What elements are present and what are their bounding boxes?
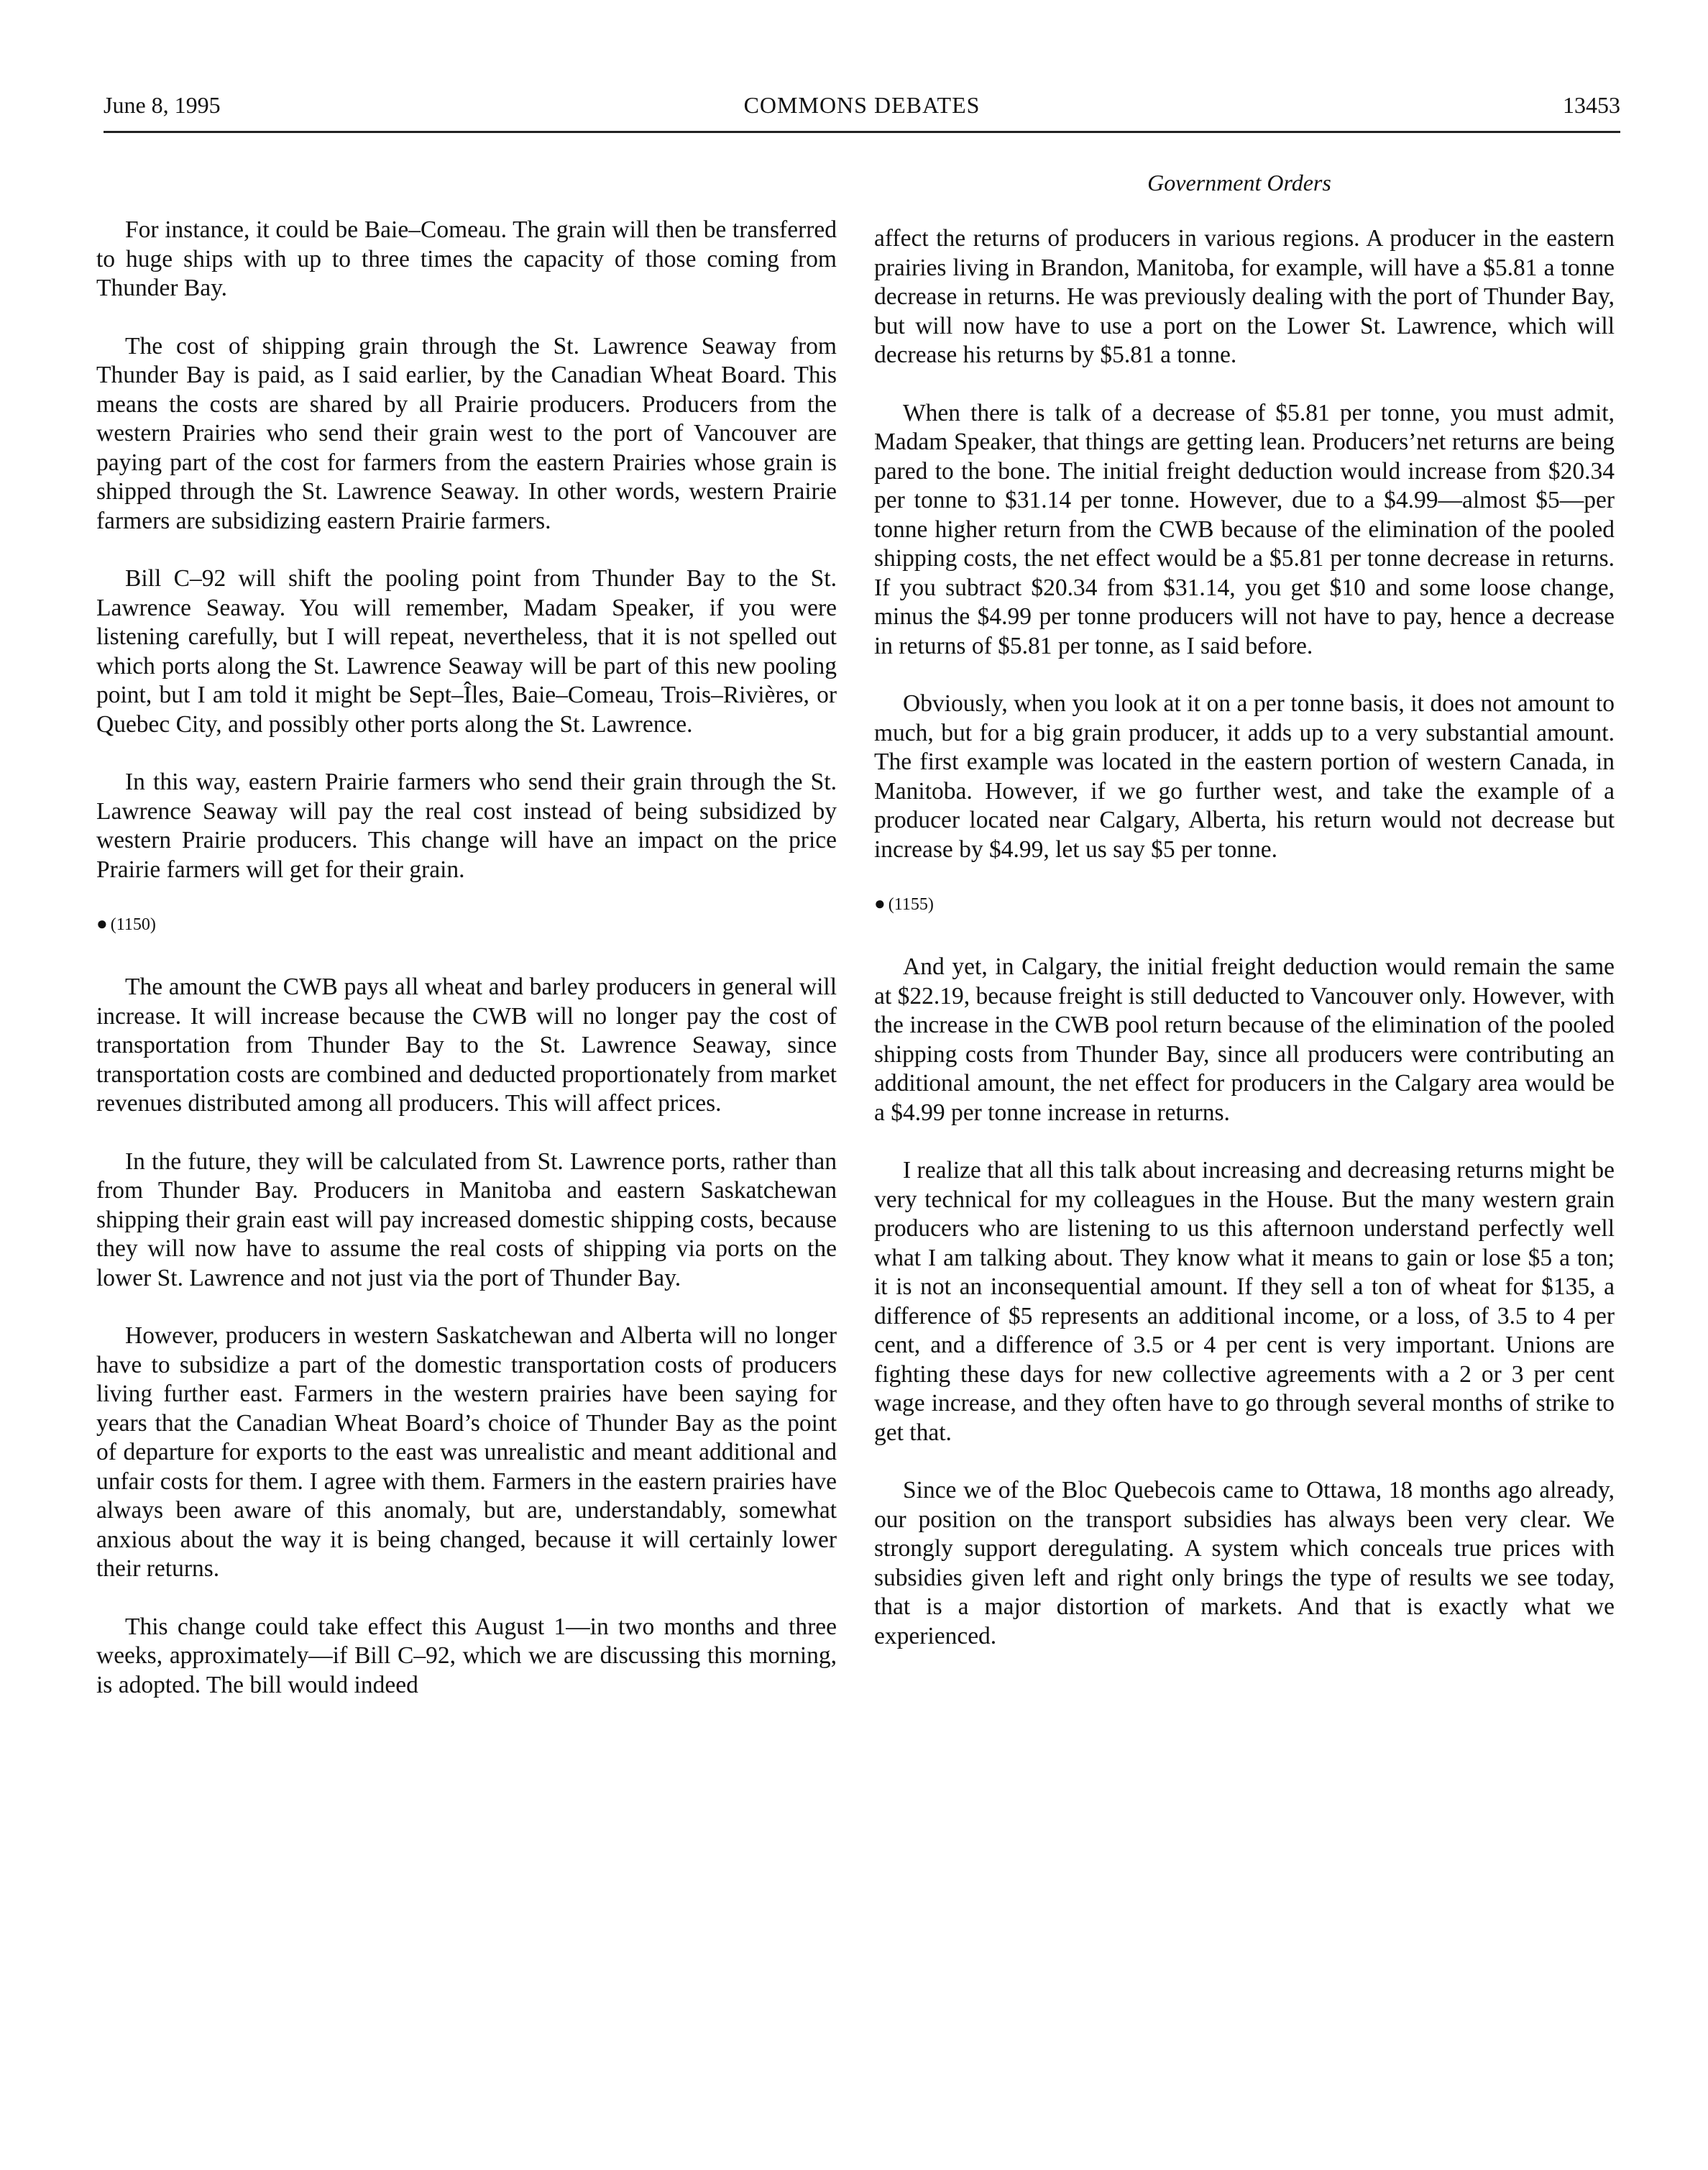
paragraph: In this way, eastern Prairie farmers who send their grain through the St. Lawrence Seaway will pay the real cost instead of being subsidized by western Prairie producers. This change will have an impact on the price Prairie farmers will get for their grain. xyxy=(96,769,837,883)
paragraph: Bill C–92 will shift the pooling point from Thunder Bay to the St. Lawrence Seaway. You will remember, Madam Speaker, if you were listening carefully, but I will repeat, nevertheless, that it is not spelled out which ports along the St. Lawrence Seaway will be part of this new pooling point, but I am told it might be Sept–Îles, Baie–Comeau, Trois–Rivières, or Quebec City, and possibly other ports along the St. Lawrence. xyxy=(96,565,837,738)
header-page-number: 13453 xyxy=(1563,92,1620,118)
header-title: COMMONS DEBATES xyxy=(743,92,981,118)
time-marker xyxy=(96,913,837,935)
paragraph: This change could take effect this August 1—in two months and three weeks, approximately—if Bill C–92, which we are discussing this morning, is adopted. The bill would indeed xyxy=(96,1613,837,1698)
section-label: Government Orders xyxy=(1147,170,1331,196)
paragraph: Since we of the Bloc Quebecois came to Ottawa, 18 months ago already, our position on the transport subsidies has always been very clear. We strongly support deregulating. A system which conceals true prices with subsidies given left and right only brings the type of results we see today, that is a major distortion of markets. And that is exactly what we experienced. xyxy=(874,1477,1615,1649)
paragraph: I realize that all this talk about increasing and decreasing returns might be very technical for my colleagues in the House. But the many western grain producers who are listening to us this afternoon understand perfectly well what I am talking about. They know what it means to gain or lose $5 a ton; it is not an inconsequential amount. If they sell a ton of wheat for $135, a difference of $5 represents an additional income, or a loss, of 3.5 to 4 per cent, and a difference of 3.5 or 4 per cent is very important. Unions are fighting these days for new collective agreements with a 2 or 3 per cent wage increase, and they often have to go through several months of strike to get that. xyxy=(874,1157,1615,1446)
bullet-icon: ● xyxy=(96,913,108,934)
left-column xyxy=(96,216,837,1700)
header-rule xyxy=(104,131,1620,133)
bullet-icon: ● xyxy=(874,893,886,914)
paragraph: And yet, in Calgary, the initial freight deduction would remain the same at $22.19, because freight is still deducted to Vancouver only. However, with the increase in the CWB pool return because of the elimination of the pooled shipping costs from Thunder Bay, since all producers were contributing an additional amount, the net effect for producers in the Calgary area would be a $4.99 per tonne increase in returns. xyxy=(874,953,1615,1126)
time-marker xyxy=(874,893,1615,915)
paragraph: However, producers in western Saskatchewan and Alberta will no longer have to subsidize a part of the domestic transportation costs of producers living further east. Farmers in the western prairies have been saying for years that the Canadian Wheat Board’s choice of Thunder Bay as the point of departure for exports to the east was unrealistic and meant additional and unfair costs for them. I agree with them. Farmers in the eastern prairies have always been aware of this anomaly, but are, understandably, somewhat anxious about the way it is being changed, because it will certainly lower their returns. xyxy=(96,1322,837,1582)
header-date: June 8, 1995 xyxy=(104,92,221,118)
paragraph: When there is talk of a decrease of $5.81 per tonne, you must admit, Madam Speaker, that things are getting lean. Producers’net returns are being pared to the bone. The initial freight deduction would increase from $20.34 per tonne to $31.14 per tonne. However, due to a $4.99—almost $5—per tonne higher return from the CWB because of the elimination of the pooled shipping costs, the net effect would be a $5.81 per tonne decrease in returns. If you subtract $20.34 from $31.14, you get $10 and some loose change, minus the $4.99 per tonne producers will not have to pay, hence a decrease in returns of $5.81 per tonne, as I said before. xyxy=(874,399,1615,659)
paragraph: The cost of shipping grain through the St. Lawrence Seaway from Thunder Bay is paid, as I said earlier, by the Canadian Wheat Board. This means the costs are shared by all Prairie producers. Producers from the western Prairies who send their grain west to the port of Vancouver are paying part of the cost for farmers from the eastern Prairies whose grain is shipped through the St. Lawrence Seaway. In other words, western Prairie farmers are subsidizing eastern Prairie farmers. xyxy=(96,332,837,534)
paragraph: In the future, they will be calculated from St. Lawrence ports, rather than from Thunder Bay. Producers in Manitoba and eastern Saskatchewan shipping their grain east will pay increased domestic shipping costs, because they will now have to assume the real costs of shipping via ports on the lower St. Lawrence and not just via the port of Thunder Bay. xyxy=(96,1148,837,1291)
paragraph: Obviously, when you look at it on a per tonne basis, it does not amount to much, but for a big grain producer, it adds up to a very substantial amount. The first example was located in the eastern portion of western Canada, in Manitoba. However, if we go further west, and take the example of a producer located near Calgary, Alberta, his return would not decrease but increase by $4.99, let us say $5 per tonne. xyxy=(874,690,1615,863)
time-marker-label: (1155) xyxy=(888,895,934,914)
time-marker-label: (1150) xyxy=(110,915,156,934)
right-column xyxy=(874,224,1615,1651)
paragraph: For instance, it could be Baie–Comeau. The grain will then be transferred to huge ships with up to three times the capacity of those coming from Thunder Bay. xyxy=(96,216,837,301)
paragraph: affect the returns of producers in various regions. A producer in the eastern prairies living in Brandon, Manitoba, for example, will have a $5.81 a tonne decrease in returns. He was previously dealing with the port of Thunder Bay, but will now have to use a port on the Lower St. Lawrence, which will decrease his returns by $5.81 a tonne. xyxy=(874,225,1615,368)
page-header xyxy=(104,92,1620,129)
paragraph: The amount the CWB pays all wheat and barley producers in general will increase. It will increase because the CWB will no longer pay the cost of transportation from Thunder Bay to the St. Lawrence Seaway, since transportation costs are combined and deducted proportionately from market revenues distributed among all producers. This will affect prices. xyxy=(96,974,837,1117)
